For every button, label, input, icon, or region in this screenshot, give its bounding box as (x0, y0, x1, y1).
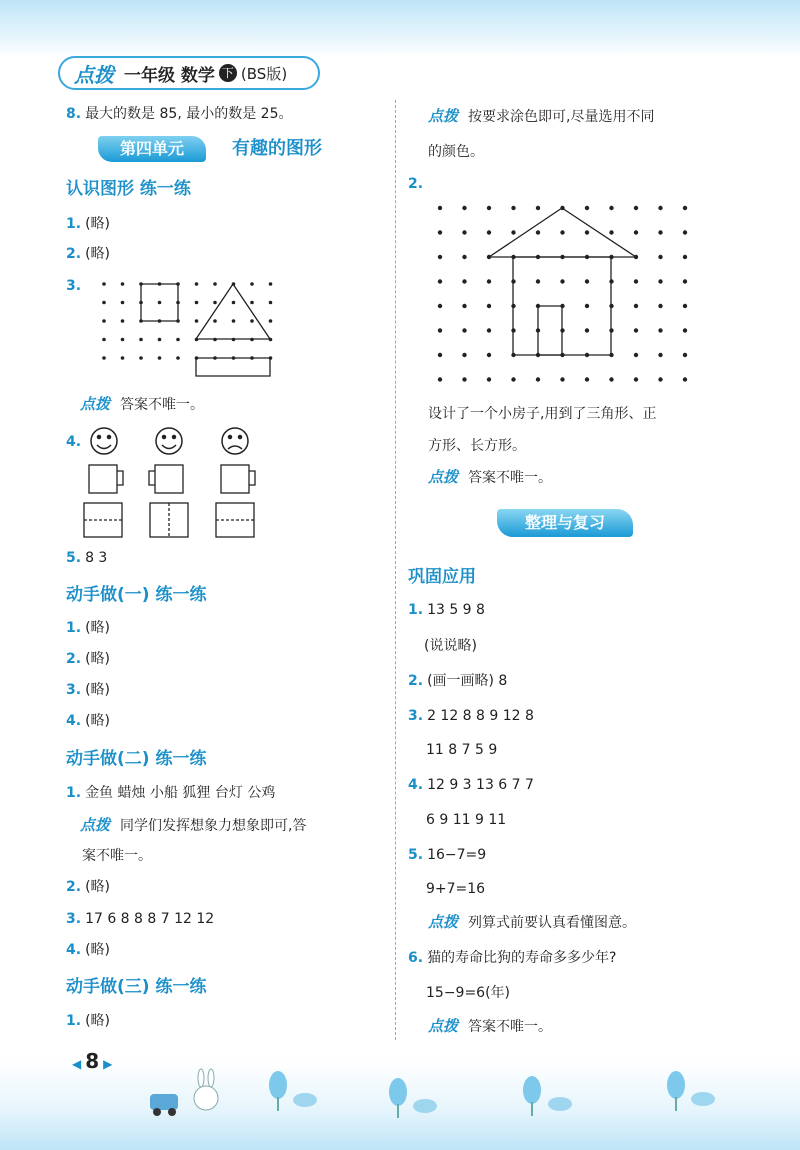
tip-label: 点拨 (428, 107, 459, 125)
item-number: 8. (66, 106, 82, 122)
volume-badge: 下 (219, 64, 237, 82)
item-number: 1. (66, 1013, 82, 1029)
tip-text: 答案不唯一。 (120, 397, 205, 413)
tip-label: 点拨 (80, 816, 111, 834)
item-text: 13 5 9 8 (427, 602, 485, 618)
item-number: 1. (66, 216, 82, 232)
review-banner: 整理与复习 (497, 509, 633, 537)
item-number: 3. (66, 682, 82, 698)
item-text: 2 12 8 8 9 12 8 (427, 708, 534, 724)
item-text: (略) (85, 1013, 110, 1029)
item-number: 4. (66, 942, 82, 958)
item-text: (略) (85, 682, 110, 698)
section-heading: 动手做(三) 练一练 (66, 977, 207, 997)
bunny-icon (150, 1069, 218, 1116)
tip-label: 点拨 (428, 1017, 459, 1035)
item-number: 4. (408, 777, 424, 793)
edition-label: (BS版) (240, 64, 288, 83)
tree-icon (269, 1071, 715, 1118)
item-number: 3. (66, 278, 82, 294)
item-text: 12 9 3 13 6 7 7 (427, 777, 534, 793)
description-line: 设计了一个小房子,用到了三角形、正 (428, 406, 657, 422)
answer-item-continued: (说说略) (424, 638, 477, 654)
item-text: (略) (85, 246, 110, 262)
item-number: 3. (66, 911, 82, 927)
item-number: 2. (66, 246, 82, 262)
section-heading: 认识图形 练一练 (66, 179, 191, 199)
tip-text: 列算式前要认真看懂图意。 (468, 915, 637, 931)
item-number: 1. (66, 620, 82, 636)
item-text: (略) (85, 651, 110, 667)
tip-text: 答案不唯一。 (468, 470, 553, 486)
brand-logo: 点拨 (74, 62, 114, 87)
item-number: 4. (66, 713, 82, 729)
description-line: 方形、长方形。 (428, 438, 526, 454)
item-text: (略) (85, 942, 110, 958)
page-number-value: 8 (85, 1049, 100, 1073)
item-text: (略) (85, 713, 110, 729)
tip-note-continued: 案不唯一。 (82, 848, 152, 864)
item-text: 金鱼 蜡烛 小船 狐狸 台灯 公鸡 (85, 785, 276, 801)
item-number: 6. (408, 950, 424, 966)
answer-item-continued: 6 9 11 9 11 (426, 812, 507, 828)
prev-arrow-icon: ◀ (72, 1057, 82, 1071)
item-number: 2. (408, 673, 424, 689)
next-arrow-icon: ▶ (103, 1057, 113, 1071)
item-text: 最大的数是 85, 最小的数是 25。 (85, 106, 293, 122)
section-heading: 巩固应用 (408, 567, 476, 587)
tip-note-continued: 的颜色。 (428, 144, 484, 160)
item-text: 16−7=9 (427, 847, 487, 863)
item-number: 1. (408, 602, 424, 618)
item-number: 4. (66, 434, 82, 450)
item-number: 3. (408, 708, 424, 724)
section-heading: 动手做(二) 练一练 (66, 749, 207, 769)
tip-text: 同学们发挥想象力想象即可,答 (120, 818, 307, 834)
tip-label: 点拨 (80, 395, 111, 413)
answer-item-continued: 15−9=6(年) (426, 985, 511, 1001)
item-number: 5. (408, 847, 424, 863)
answer-item-continued: 9+7=16 (426, 881, 486, 897)
item-number: 5. (66, 550, 82, 566)
item-number: 2. (66, 879, 82, 895)
tip-label: 点拨 (428, 468, 459, 486)
item-text: 17 6 8 8 8 7 12 12 (85, 911, 215, 927)
tip-label: 点拨 (428, 913, 459, 931)
tip-text: 按要求涂色即可,尽量选用不同 (468, 109, 655, 125)
item-text: (略) (85, 620, 110, 636)
item-text: 猫的寿命比狗的寿命多多少年? (427, 950, 617, 966)
unit-banner: 第四单元 (98, 136, 206, 162)
section-heading: 动手做(一) 练一练 (66, 585, 207, 605)
subject-title: 一年级 数学 (124, 65, 215, 86)
tip-text: 答案不唯一。 (468, 1019, 553, 1035)
answer-item-continued: 11 8 7 5 9 (426, 742, 498, 758)
item-text: (略) (85, 216, 110, 232)
item-text: (略) (85, 879, 110, 895)
item-text: (画一画略) 8 (427, 673, 508, 689)
item-number: 2. (408, 176, 424, 192)
item-text: 8 3 (85, 550, 108, 566)
item-number: 2. (66, 651, 82, 667)
unit-title: 有趣的图形 (232, 138, 322, 159)
item-number: 1. (66, 785, 82, 801)
